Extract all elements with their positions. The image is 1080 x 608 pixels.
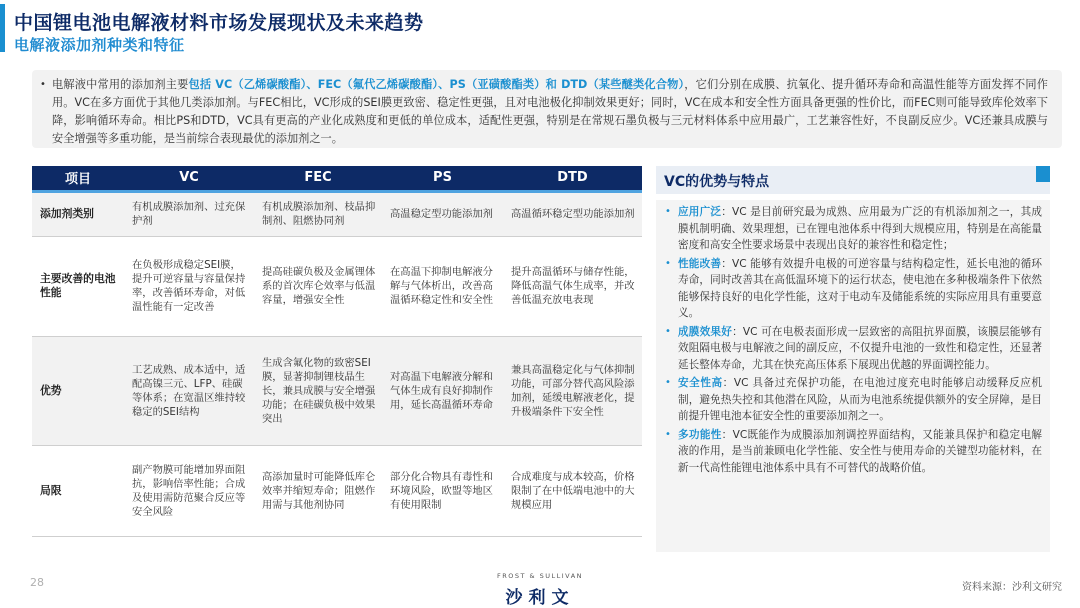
intro-text-before: 电解液中常用的添加剂主要 xyxy=(52,78,189,91)
feature-text: ：VC 能够有效提升电极的可逆容量与结构稳定性，延长电池的循环寿命，同时改善其在高低温环境下的运行状态，使电池在多种极端条件下依然能够保持良好的电化学性能，这对于电动车及储能系统的实际应用具有重要意义。 xyxy=(678,257,1042,319)
table-cell: 高温循环稳定型功能添加剂 xyxy=(503,191,642,236)
table-row xyxy=(32,336,642,445)
feature-text: ：VC 是目前研究最为成熟、应用最为广泛的有机添加剂之一，其成膜机制明确、效果理想，已在锂电池体系中得到大规模应用，特别是在高能量密度和高安全性要求场景中表现出良好的兼容性和稳定性； xyxy=(678,206,1042,251)
vc-panel-title: VC的优势与特点 xyxy=(664,174,770,190)
bullet-icon: • xyxy=(665,257,671,269)
bullet-icon: • xyxy=(665,377,671,388)
table-cell: 在负极形成稳定SEI膜，提升可逆容量与容量保持率，改善循环寿命，对低温性能有一定改善 xyxy=(124,236,254,336)
col-header-fec: FEC xyxy=(254,166,382,191)
col-header-item: 项目 xyxy=(32,166,124,191)
feature-text: ：VC 具备过充保护功能，在电池过度充电时能够启动缓释反应机制，避免热失控和其他潜在风险，从而为电池系统提供额外的安全屏障，是目前提升锂电池本征安全性的重要添加剂之一。 xyxy=(678,377,1043,422)
list-item xyxy=(665,204,1042,254)
col-header-dtd: DTD xyxy=(503,166,642,191)
row-header: 优势 xyxy=(32,336,124,445)
row-header: 局限 xyxy=(32,445,124,536)
table-cell: 部分化合物具有毒性和环境风险，欧盟等地区有使用限制 xyxy=(382,445,503,536)
table-row xyxy=(32,236,642,336)
intro-paragraph xyxy=(40,76,1048,148)
table-cell: 高温稳定型功能添加剂 xyxy=(382,191,503,236)
feature-keyword: 应用广泛 xyxy=(678,206,722,218)
list-item xyxy=(665,375,1043,425)
page-title: 中国锂电池电解液材料市场发展现状及未来趋势 xyxy=(14,12,424,34)
header-tab-marker xyxy=(1036,166,1050,182)
table-cell: 合成难度与成本较高，价格限制了在中低端电池中的大规模应用 xyxy=(503,445,642,536)
table-row xyxy=(32,445,642,536)
brand-logo: 沙利文 xyxy=(505,588,575,608)
table-cell: 工艺成熟、成本适中，适配高镍三元、LFP、硅碳等体系；在宽温区维持较稳定的SEI结构 xyxy=(124,336,254,445)
table-cell: 有机成膜添加剂、枝晶抑制剂、阻燃协同剂 xyxy=(254,191,382,236)
table-cell: 在高温下抑制电解液分解与气体析出，改善高温循环稳定性和安全性 xyxy=(382,236,503,336)
table-cell: 高添加量时可能降低库仑效率并缩短寿命；阻燃作用需与其他剂协同 xyxy=(254,445,382,536)
feature-text: ：VC 可在电极表面形成一层致密的高阻抗界面膜，该膜层能够有效阻隔电极与电解液之间的副反应，不仅提升电池的一致性和稳定性，还显著延长整体寿命，尤其在快充高压体系下展现出优越的界面调控能力。 xyxy=(678,325,1042,371)
list-item xyxy=(665,256,1042,322)
intro-highlight: 包括 VC（乙烯碳酸酯）、FEC（氟代乙烯碳酸酯）、PS（亚磺酸酯类）和 DTD（某些醚类化合物） xyxy=(188,78,685,91)
feature-keyword: 成膜效果好 xyxy=(678,325,733,338)
bullet-icon: • xyxy=(665,325,671,337)
table-cell: 有机成膜添加剂、过充保护剂 xyxy=(124,191,254,236)
source-note: 资料来源：沙利文研究 xyxy=(962,582,1062,593)
bullet-icon: • xyxy=(665,206,671,217)
feature-text: ：VC既能作为成膜添加剂调控界面结构，又能兼具保护和稳定电解液的作用，是当前兼顾电化学性能、安全性与使用寿命的关键型功能材料，在新一代高性能锂电池体系中具有不可替代的战略价值。 xyxy=(678,428,1042,474)
intro-box xyxy=(32,70,1062,148)
table-cell: 生成含氟化物的致密SEI膜，显著抑制锂枝晶生长，兼具成膜与安全增强功能；在硅碳负极中效果突出 xyxy=(254,336,382,445)
page-number: 28 xyxy=(30,576,44,589)
feature-keyword: 安全性高 xyxy=(678,377,723,389)
table-cell: 兼具高温稳定化与气体抑制功能，可部分替代高风险添加剂，延缓电解液老化，提升极端条件下安全性 xyxy=(503,336,642,445)
additive-comparison-table xyxy=(32,166,642,537)
table-cell: 提高硅碳负极及金属锂体系的首次库仑效率与低温容量，增强安全性 xyxy=(254,236,382,336)
table-header-row xyxy=(32,166,642,191)
feature-keyword: 性能改善 xyxy=(678,257,722,270)
brand-tagline: FROST & SULLIVAN xyxy=(496,572,584,580)
table-row xyxy=(32,191,642,236)
bullet-icon: • xyxy=(665,428,671,440)
vc-feature-list xyxy=(656,200,1050,552)
col-header-vc: VC xyxy=(124,166,254,191)
col-header-ps: PS xyxy=(382,166,503,191)
page-subtitle: 电解液添加剂种类和特征 xyxy=(14,36,185,54)
row-header: 添加剂类别 xyxy=(32,191,124,236)
row-header: 主要改善的电池性能 xyxy=(32,236,124,336)
bullet-icon: • xyxy=(40,79,46,90)
list-item xyxy=(665,427,1042,477)
list-item xyxy=(665,324,1042,374)
intro-text-after: ，它们分别在成膜、抗氧化、提升循环寿命和高温性能等方面发挥不同作用。VC在多方面优于其他几类添加剂。与FEC相比，VC形成的SEI膜更致密、稳定性更强，且对电池极化抑制效果更好；同时，VC在成本和安全性方面具备更强的性价比，而FEC则可能导致库伦效率下降，影响循环寿命。相比PS和DTD，VC具有更高的产业化成熟度和更低的单位成本，适配性更强，特别是在常规石墨负极与三元材料体系中应用最广，工艺兼容性好，不良副反应少。VC还兼具成膜与安全增强等多重功能，是当前综合表现最优的添加剂之一。 xyxy=(52,78,1048,145)
title-accent-bar xyxy=(0,4,5,52)
table-cell: 对高温下电解液分解和气体生成有良好抑制作用，延长高温循环寿命 xyxy=(382,336,503,445)
table-cell: 提升高温循环与储存性能，降低高温气体生成率，并改善低温充放电表现 xyxy=(503,236,642,336)
table-cell: 副产物膜可能增加界面阻抗，影响倍率性能；合成及使用需防范聚合反应等安全风险 xyxy=(124,445,254,536)
feature-keyword: 多功能性 xyxy=(678,428,722,441)
vc-panel-header xyxy=(656,166,1050,194)
